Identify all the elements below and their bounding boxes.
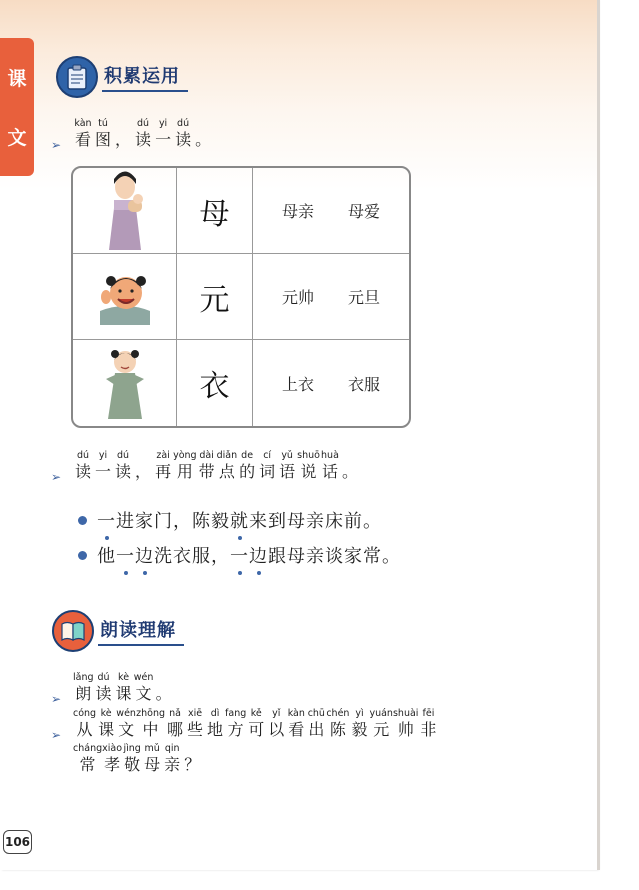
dotted-character: 边	[249, 542, 268, 568]
pinyin: cóng	[73, 708, 97, 719]
word: 上衣	[281, 374, 314, 394]
instruction-read-text	[53, 671, 174, 704]
ruby-char	[122, 742, 142, 775]
pinyin: fang	[225, 708, 247, 719]
ruby-char	[349, 707, 369, 740]
pinyin: kè	[100, 708, 112, 719]
sentence-character: 进	[116, 511, 135, 532]
hanzi: 读	[115, 462, 132, 481]
pinyin: zài	[156, 450, 170, 461]
ruby-char	[73, 707, 96, 740]
hanzi: 读	[175, 130, 192, 149]
hanzi: 帅	[397, 720, 414, 739]
ruby-char	[205, 707, 225, 740]
sentence-character: 来	[249, 511, 268, 532]
hanzi: 方	[227, 720, 244, 739]
ruby-char	[116, 707, 136, 740]
pinyin: yòng	[173, 450, 197, 461]
hanzi: 哪	[167, 720, 184, 739]
pinyin: huà	[321, 450, 339, 461]
hanzi: 以	[268, 720, 285, 739]
sentence-character: 家	[135, 511, 154, 532]
picture-cell	[73, 168, 177, 254]
smiling-child-illustration	[94, 267, 156, 327]
ruby-char	[73, 671, 94, 704]
sentence-character: 到	[268, 511, 287, 532]
ruby-char	[182, 742, 202, 775]
pinyin: dú	[137, 118, 150, 129]
pinyin: nǎ	[169, 708, 181, 719]
sentence-character: ，	[173, 511, 192, 532]
pinyin: zhōng	[136, 708, 165, 719]
ruby-char	[246, 707, 266, 740]
pinyin: mǔ	[144, 743, 160, 754]
pinyin: shuō	[297, 450, 320, 461]
pinyin: wén	[133, 672, 154, 683]
pinyin: tú	[98, 118, 108, 129]
ruby-char	[154, 671, 174, 704]
hanzi: 孝	[104, 755, 121, 774]
word: 元帅	[281, 288, 314, 307]
hanzi: 说	[300, 462, 317, 481]
hanzi: 读	[95, 684, 112, 703]
ruby-char	[114, 671, 134, 704]
ruby-char	[96, 707, 116, 740]
sentence-character: 他	[97, 546, 116, 567]
hanzi: 用	[176, 462, 193, 481]
pinyin: xiē	[187, 708, 203, 719]
pinyin-line	[73, 742, 438, 775]
ruby-char	[113, 449, 133, 482]
bullet-dot	[78, 516, 87, 525]
sentence-character: 床	[325, 511, 344, 532]
word: 元旦	[348, 288, 381, 307]
example-sentence	[78, 542, 401, 568]
child-in-robe-illustration	[96, 345, 154, 421]
section-title: 朗读理解	[98, 616, 184, 646]
ruby-char	[93, 449, 113, 482]
word: 母爱	[348, 202, 381, 221]
paper-plane-icon: ➢	[51, 470, 62, 484]
sentence-character: 。	[382, 546, 401, 567]
sentence-character: 衣	[173, 546, 192, 567]
hanzi: ，	[115, 130, 132, 149]
pinyin: yǐ	[272, 708, 281, 719]
clipboard-icon	[56, 56, 98, 98]
hanzi: 。	[195, 130, 212, 149]
ruby-char	[113, 117, 133, 150]
words-cell	[253, 168, 409, 254]
hanzi: 中	[142, 720, 159, 739]
pinyin: jìng	[123, 743, 141, 754]
pinyin: shuài	[392, 708, 419, 719]
pinyin: yǔ	[281, 450, 293, 461]
sentence-character: 前	[344, 511, 363, 532]
ruby-char	[225, 707, 246, 740]
hanzi: 一	[155, 130, 172, 149]
pinyin: xiào	[102, 743, 123, 754]
row-character: 元	[199, 282, 230, 318]
sentence-character: 洗	[154, 546, 173, 567]
pinyin-line	[73, 671, 174, 704]
character-cell	[177, 254, 253, 340]
hanzi: 看	[75, 130, 92, 149]
sentence-character: 常	[363, 546, 382, 567]
ruby-char	[369, 707, 393, 740]
hanzi: 地	[207, 720, 224, 739]
hanzi: 读	[135, 130, 152, 149]
dotted-character: 一	[116, 542, 135, 568]
hanzi: ，	[135, 462, 152, 481]
pinyin: dài	[199, 450, 214, 461]
sentence-character: 服	[192, 546, 211, 567]
hanzi: 元	[373, 720, 390, 739]
ruby-char	[153, 117, 173, 150]
sentence-character: 母	[287, 511, 306, 532]
pinyin: chén	[326, 708, 350, 719]
character-table	[71, 166, 411, 428]
example-sentence	[78, 507, 382, 533]
instruction-read-speak	[53, 449, 360, 482]
hanzi: 敬	[124, 755, 141, 774]
ruby-char	[134, 671, 154, 704]
page-edge	[597, 0, 600, 870]
ruby-char	[153, 449, 173, 482]
picture-cell	[73, 340, 177, 426]
pinyin: kàn	[287, 708, 305, 719]
pinyin: fēi	[422, 708, 435, 719]
ruby-char	[277, 449, 297, 482]
dotted-character: 就	[230, 507, 249, 533]
ruby-char	[136, 707, 165, 740]
ruby-char	[320, 449, 340, 482]
section-header-practice	[56, 56, 188, 98]
hanzi: 一	[95, 462, 112, 481]
character-cell	[177, 168, 253, 254]
ruby-char	[326, 707, 349, 740]
ruby-char	[162, 742, 182, 775]
sentence-character: 门	[154, 511, 173, 532]
ruby-char	[94, 671, 114, 704]
hanzi: 些	[187, 720, 204, 739]
hanzi: 亲	[164, 755, 181, 774]
hanzi: 常	[79, 755, 96, 774]
row-character: 衣	[199, 369, 230, 404]
hanzi: 母	[144, 755, 161, 774]
word: 母亲	[281, 202, 314, 221]
sentence-character: 谈	[325, 546, 344, 567]
sentence-character: ，	[211, 546, 230, 567]
pinyin: diǎn	[216, 450, 238, 461]
hanzi: ？	[184, 755, 201, 774]
ruby-char	[193, 117, 213, 150]
dotted-character: 一	[97, 507, 116, 533]
hanzi: 话	[321, 462, 338, 481]
lesson-side-tab	[0, 38, 34, 176]
ruby-char	[73, 449, 93, 482]
ruby-char	[266, 707, 286, 740]
instruction-look-read	[53, 117, 213, 150]
hanzi: 毅	[351, 720, 368, 739]
picture-cell	[73, 254, 177, 340]
ruby-char	[165, 707, 185, 740]
hanzi: 带	[198, 462, 215, 481]
instruction-question	[53, 707, 438, 775]
paper-plane-icon: ➢	[51, 692, 62, 706]
word: 衣服	[348, 374, 381, 394]
dotted-character: 边	[135, 542, 154, 568]
hanzi: 的	[239, 462, 256, 481]
pinyin-line	[73, 449, 360, 482]
pinyin: cí	[263, 450, 272, 461]
side-tab-char: 课	[7, 68, 27, 90]
sentence-character: 跟	[268, 546, 287, 567]
hanzi: 词	[259, 462, 276, 481]
ruby-char	[286, 707, 306, 740]
words-cell	[253, 340, 409, 426]
pinyin: dú	[117, 450, 130, 461]
page-number: 106	[3, 830, 32, 854]
hanzi: 课	[98, 720, 115, 739]
pinyin: dú	[76, 450, 90, 461]
pinyin: yuán	[369, 708, 393, 719]
hanzi: 出	[308, 720, 325, 739]
ruby-char	[185, 707, 205, 740]
words-cell	[253, 254, 409, 340]
pinyin-line	[73, 707, 438, 740]
row-character: 母	[199, 196, 230, 232]
ruby-char	[257, 449, 277, 482]
pinyin: yì	[355, 708, 364, 719]
dotted-character: 一	[230, 542, 249, 568]
ruby-char	[197, 449, 217, 482]
book-icon	[52, 610, 94, 652]
hanzi: 图	[95, 130, 112, 149]
ruby-char	[217, 449, 238, 482]
pinyin: chū	[307, 708, 325, 719]
hanzi: 。	[155, 684, 172, 703]
hanzi: 读	[75, 462, 92, 481]
sentence-character: 亲	[306, 511, 325, 532]
pinyin: kè	[118, 672, 130, 683]
paper-plane-icon: ➢	[51, 728, 62, 742]
pinyin-line	[73, 117, 213, 150]
paper-plane-icon: ➢	[51, 138, 62, 152]
hanzi: 课	[115, 684, 132, 703]
ruby-char	[133, 449, 153, 482]
bullet-dot	[78, 551, 87, 560]
sentence-character: 。	[363, 511, 382, 532]
woman-holding-baby-illustration	[97, 170, 153, 252]
ruby-char	[297, 449, 320, 482]
side-tab-char: 文	[7, 127, 27, 149]
hanzi: 。	[341, 462, 358, 481]
hanzi: 非	[420, 720, 437, 739]
ruby-char	[340, 449, 360, 482]
sentence-character: 亲	[306, 546, 325, 567]
ruby-char	[173, 117, 193, 150]
sentence-character: 家	[344, 546, 363, 567]
pinyin: dú	[97, 672, 110, 683]
ruby-char	[393, 707, 418, 740]
ruby-char	[102, 742, 122, 775]
section-title: 积累运用	[102, 62, 188, 92]
sentence-character: 母	[287, 546, 306, 567]
hanzi: 陈	[329, 720, 346, 739]
pinyin: yi	[158, 118, 168, 129]
pinyin: kàn	[74, 118, 92, 129]
ruby-char	[73, 117, 93, 150]
section-header-reading	[52, 610, 184, 652]
hanzi: 朗	[75, 684, 92, 703]
hanzi: 再	[155, 462, 172, 481]
ruby-char	[133, 117, 153, 150]
pinyin: dú	[177, 118, 190, 129]
pinyin: dì	[210, 708, 220, 719]
ruby-char	[142, 742, 162, 775]
hanzi: 语	[279, 462, 296, 481]
ruby-char	[306, 707, 326, 740]
sentence-character: 陈	[192, 511, 211, 532]
ruby-char	[173, 449, 197, 482]
pinyin: cháng	[73, 743, 103, 754]
pinyin: lǎng	[73, 672, 94, 683]
hanzi: 点	[218, 462, 235, 481]
pinyin: yi	[98, 450, 108, 461]
sentence-character: 毅	[211, 511, 230, 532]
pinyin: qin	[164, 743, 180, 754]
hanzi: 文	[135, 684, 152, 703]
ruby-char	[237, 449, 257, 482]
ruby-char	[93, 117, 113, 150]
hanzi: 可	[248, 720, 265, 739]
character-cell	[177, 340, 253, 426]
hanzi: 看	[288, 720, 305, 739]
pinyin: de	[241, 450, 254, 461]
ruby-char	[73, 742, 102, 775]
pinyin: wén	[116, 708, 136, 719]
pinyin: kě	[250, 708, 262, 719]
hanzi: 文	[118, 720, 135, 739]
hanzi: 从	[76, 720, 93, 739]
ruby-char	[418, 707, 438, 740]
